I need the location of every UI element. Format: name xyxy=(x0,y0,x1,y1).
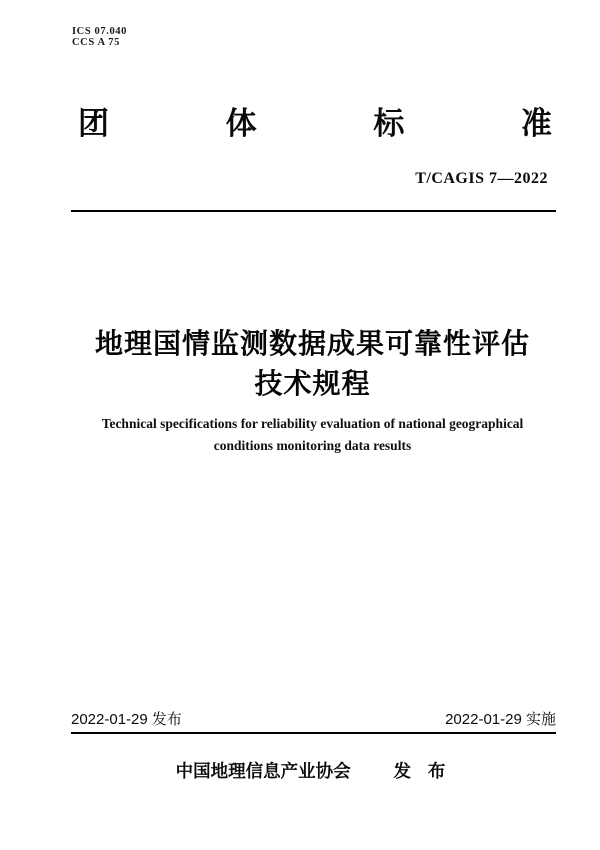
standard-type-char: 准 xyxy=(520,106,552,141)
standard-type-char: 标 xyxy=(373,106,405,141)
standard-type-char: 体 xyxy=(225,106,257,141)
footer-divider xyxy=(71,732,556,734)
document-title-cn xyxy=(50,324,575,404)
ccs-code: CCS A 75 xyxy=(72,36,120,48)
classification-codes xyxy=(72,27,127,48)
header-divider xyxy=(71,210,556,212)
publisher-row xyxy=(71,760,556,782)
document-title-cn-line2: 技术规程 xyxy=(254,368,371,399)
issue-date: 2022-01-29 发布 xyxy=(71,711,182,728)
date-row xyxy=(71,711,556,729)
document-title-en xyxy=(40,413,585,457)
standard-number: T/CAGIS 7—2022 xyxy=(415,170,548,187)
publisher-name: 中国地理信息产业协会 xyxy=(175,761,351,781)
standard-type-char: 团 xyxy=(78,106,109,141)
document-title-en-line2: conditions monitoring data results xyxy=(213,438,412,453)
document-title-en-line1: Technical specifications for reliability evaluation of national geographical xyxy=(101,416,524,431)
standard-type-title xyxy=(78,106,552,142)
ics-code: ICS 07.040 xyxy=(72,26,128,37)
implement-date: 2022-01-29 实施 xyxy=(445,711,556,728)
document-title-cn-line1: 地理国情监测数据成果可靠性评估 xyxy=(94,328,530,359)
publish-label: 发 布 xyxy=(393,761,452,781)
